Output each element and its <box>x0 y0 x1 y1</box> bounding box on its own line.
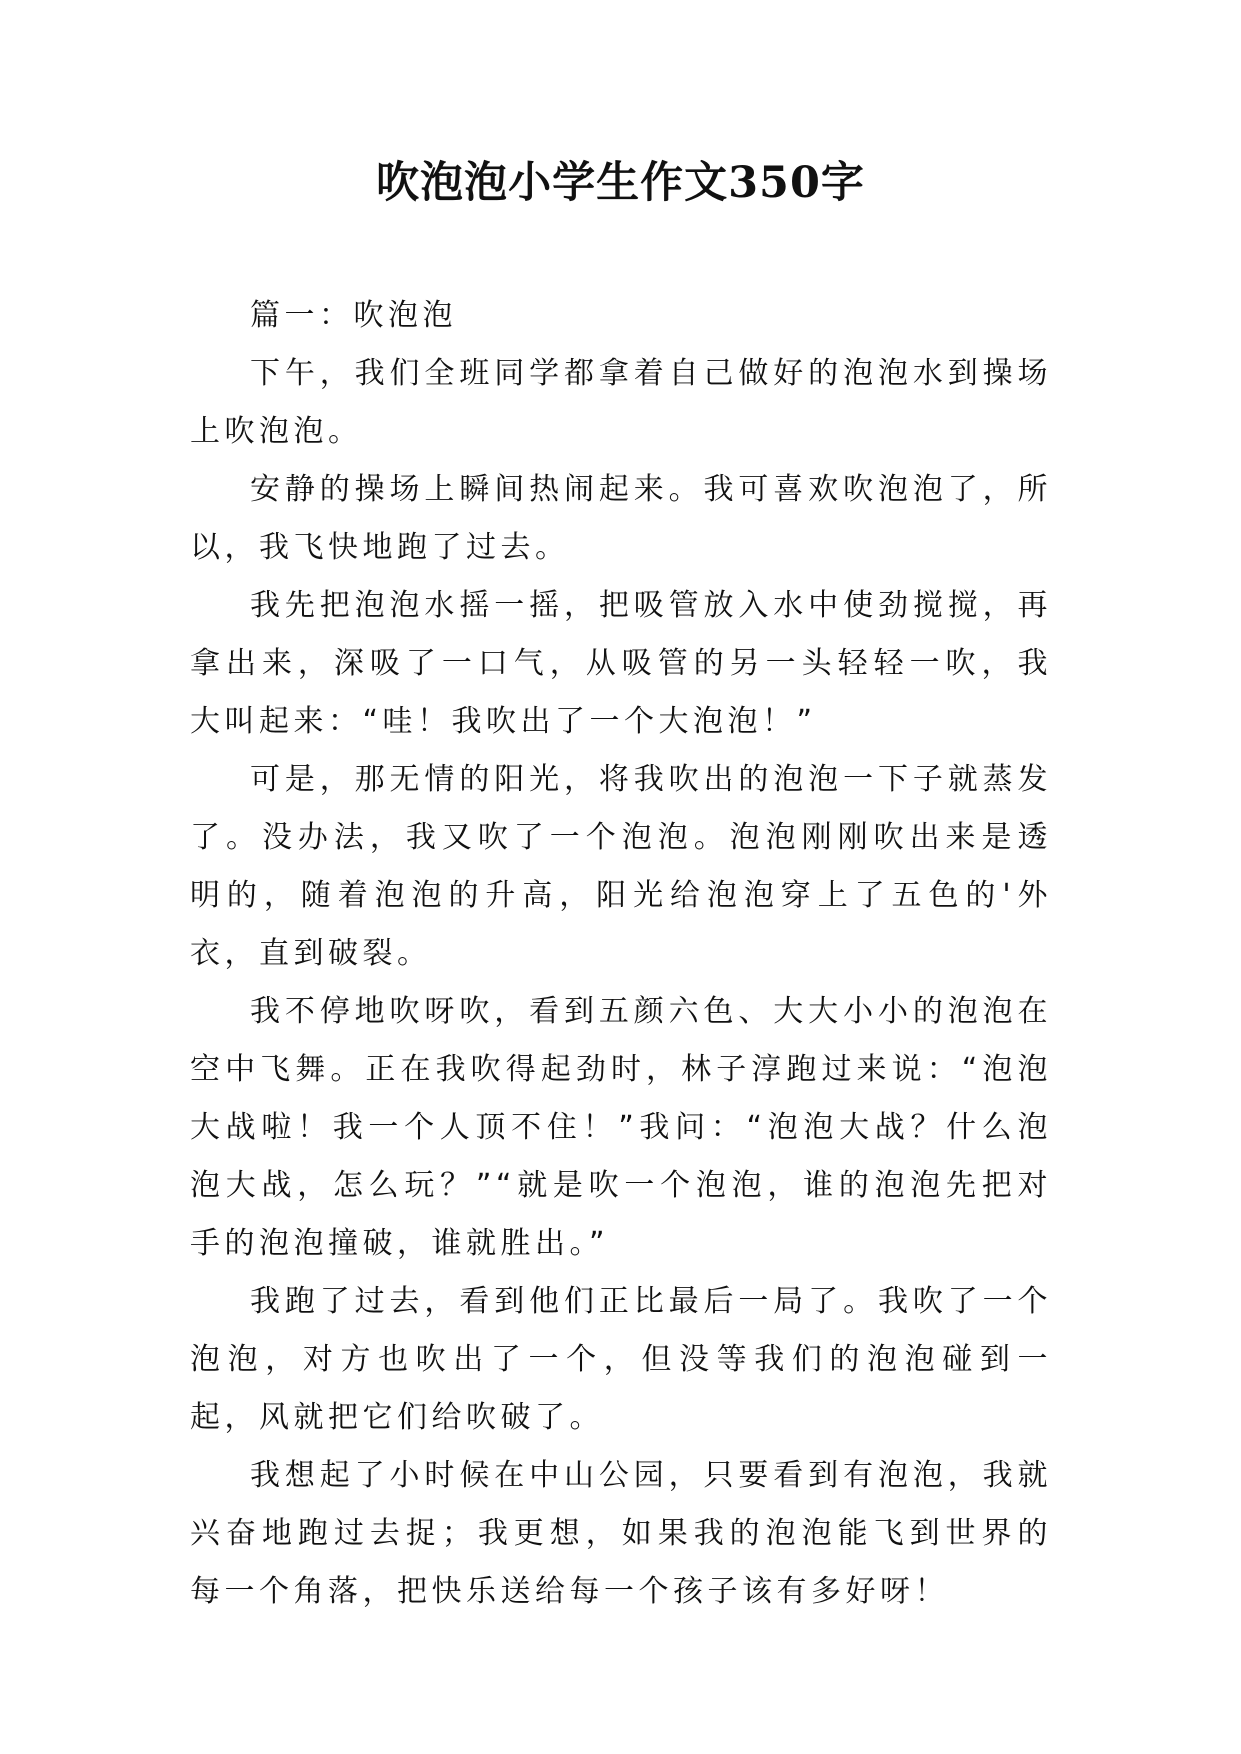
paragraph: 可是，那无情的阳光，将我吹出的泡泡一下子就蒸发了。没办法，我又吹了一个泡泡。泡泡刚刚吹出来是透明的，随着泡泡的升高，阳光给泡泡穿上了五色的'外衣，直到破裂。 <box>190 762 1052 971</box>
paragraph: 我跑了过去，看到他们正比最后一局了。我吹了一个泡泡，对方也吹出了一个，但没等我们的泡泡碰到一起，风就把它们给吹破了。 <box>190 1284 1052 1435</box>
document-title: 吹泡泡小学生作文350字 <box>376 158 865 208</box>
paragraph: 安静的操场上瞬间热闹起来。我可喜欢吹泡泡了，所以，我飞快地跑了过去。 <box>190 472 1052 565</box>
paragraph: 我想起了小时候在中山公园，只要看到有泡泡，我就兴奋地跑过去捉；我更想，如果我的泡泡能飞到世界的每一个角落，把快乐送给每一个孩子该有多好呀！ <box>190 1458 1052 1609</box>
paragraph: 我先把泡泡水摇一摇，把吸管放入水中使劲搅搅，再拿出来，深吸了一口气，从吸管的另一头轻轻一吹，我大叫起来：“哇！我吹出了一个大泡泡！” <box>190 588 1052 739</box>
paragraph: 下午，我们全班同学都拿着自己做好的泡泡水到操场上吹泡泡。 <box>190 356 1052 449</box>
document-body <box>190 287 1052 1621</box>
section-heading: 篇一：吹泡泡 <box>250 298 457 333</box>
paragraph: 我不停地吹呀吹，看到五颜六色、大大小小的泡泡在空中飞舞。正在我吹得起劲时，林子淳跑过来说：“泡泡大战啦！我一个人顶不住！”我问：“泡泡大战？什么泡泡大战，怎么玩？”“就是吹一个泡泡，谁的泡泡先把对手的泡泡撞破，谁就胜出。” <box>190 994 1052 1261</box>
